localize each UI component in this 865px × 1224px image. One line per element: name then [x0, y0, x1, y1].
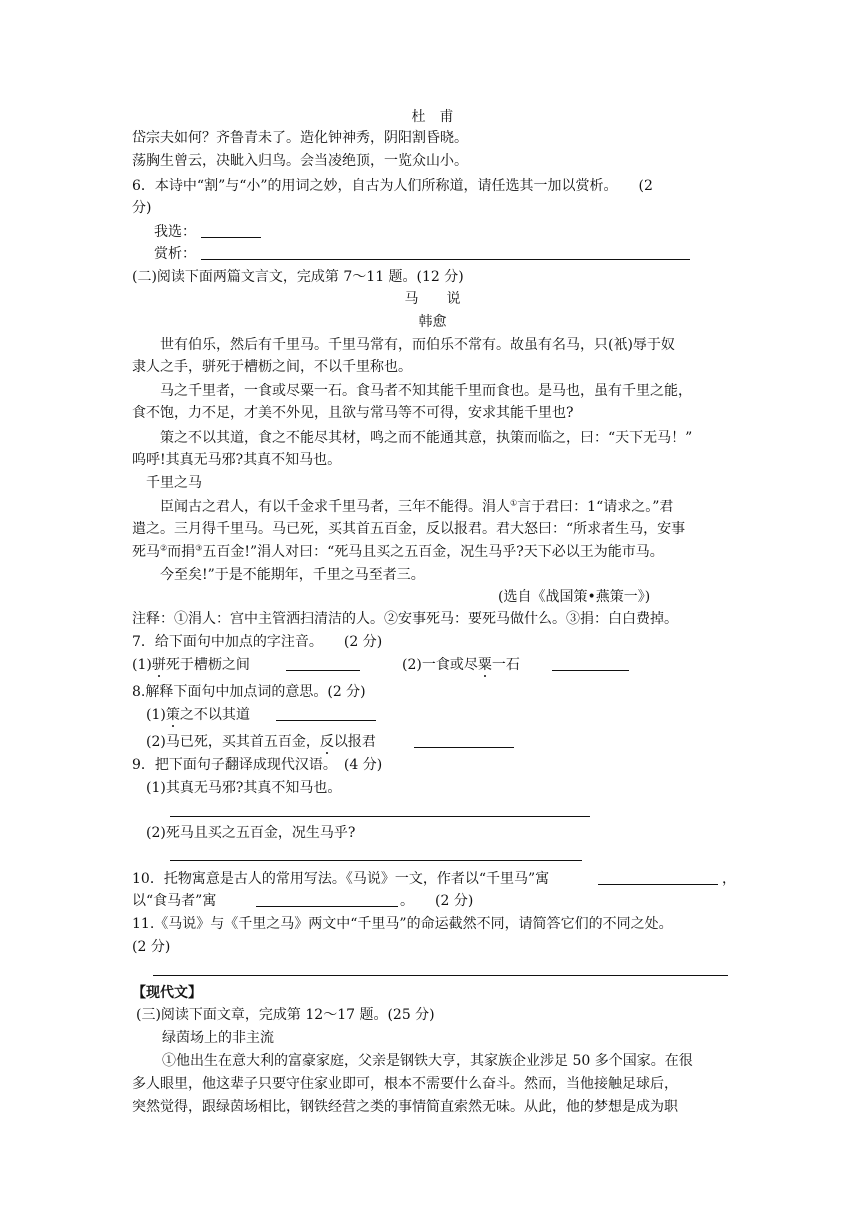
question-8-blank-2[interactable] [414, 747, 514, 748]
question-7-item-1: (1)骈死于槽枥之间 [132, 657, 250, 673]
question-9-blank-2[interactable] [170, 860, 582, 861]
question-11-blank[interactable] [153, 975, 728, 976]
modern-section-label: 【现代文】 [132, 985, 202, 1001]
question-9-item-2: (2)死马且买之五百金，况生马乎? [146, 825, 356, 841]
question-8-item-1: (1)策之不以其道 [146, 707, 250, 723]
question-6-text-cont: 分) [132, 200, 152, 216]
question-8-text: 8.解释下面句中加点词的意思。(2 分) [132, 684, 366, 700]
question-7-text: 7．给下面句中加点的字注音。 (2 分) [132, 634, 383, 650]
question-7-blank-1[interactable] [286, 670, 360, 671]
article-para-1c: 突然觉得，跟绿茵场相比，钢铁经营之类的事情简直索然无味。从此，他的梦想是成为职 [132, 1099, 678, 1115]
question-10-line-2-end: 。 (2 分) [400, 893, 474, 909]
text-1-para-2b: 食不饱，力不足，才美不外见，且欲与常马等不可得，安求其能千里也? [132, 405, 574, 421]
text-1-author: 韩愈 [418, 314, 447, 330]
question-6-choose-label: 我选： [154, 224, 196, 240]
text-1-title: 马 说 [404, 291, 461, 307]
question-10-line-2: 以“食马者”寓 [132, 893, 217, 909]
article-para-1a: ①他出生在意大利的富豪家庭，父亲是钢铁大亨，其家族企业涉足 50 多个国家。在很 [162, 1053, 693, 1069]
text-2-para-2: 今至矣!”于是不能期年，千里之马至者三。 [160, 567, 425, 583]
question-11-line-1: 11.《马说》与《千里之马》两文中“千里马”的命运截然不同，请简答它们的不同之处。 [132, 916, 673, 932]
text-2-source: (选自《战国策•燕策一》) [498, 589, 651, 605]
question-7-blank-2[interactable] [552, 670, 629, 671]
question-8-blank-1[interactable] [276, 720, 376, 721]
poem-line-1: 岱宗夫如何？齐鲁青未了。造化钟神秀，阴阳割昏晓。 [132, 130, 468, 146]
question-11-line-2: (2 分) [132, 939, 171, 955]
poem-line-2: 荡胸生曾云，决眦入归鸟。会当凌绝顶，一览众山小。 [132, 153, 468, 169]
text-1-para-1b: 隶人之手，骈死于槽枥之间，不以千里称也。 [132, 359, 412, 375]
text-2-para-1a: 臣闻古之君人，有以千金求千里马者，三年不能得。涓人①言于君曰：1“请求之。”君 [160, 498, 674, 515]
question-9-text: 9．把下面句子翻译成现代汉语。 (4 分) [132, 757, 383, 773]
question-10-blank-2[interactable] [256, 906, 398, 907]
text-2-notes: 注释：①涓人：宫中主管洒扫清洁的人。②安事死马：要死马做什么。③捐：白白费掉。 [132, 611, 678, 627]
text-1-para-3a: 策之不以其道，食之不能尽其材，鸣之而不能通其意，执策而临之，曰：“天下无马！” [160, 430, 693, 446]
question-6-choose-blank[interactable] [201, 237, 261, 238]
text-1-para-1a: 世有伯乐，然后有千里马。千里马常有，而伯乐不常有。故虽有名马，只(衹)辱于奴 [160, 337, 675, 353]
question-10-comma: ， [722, 871, 736, 887]
text-1-para-3b: 呜呼!其真无马邪?其真不知马也。 [132, 452, 342, 468]
question-10-blank-1[interactable] [598, 884, 718, 885]
question-9-blank-1[interactable] [170, 816, 590, 817]
question-6-analysis-blank[interactable] [201, 259, 690, 260]
text-1-para-2a: 马之千里者，一食或尽粟一石。食马者不知其能千里而食也。是马也，虽有千里之能， [160, 383, 692, 399]
text-2-para-1b: 遣之。三月得千里马。马已死，买其首五百金，反以报君。君大怒曰：“所求者生马，安事 [132, 521, 686, 537]
question-7-item-2: (2)一食或尽粟一石 [402, 657, 520, 673]
section-2-heading: (二)阅读下面两篇文言文，完成第 7～11 题。(12 分) [132, 269, 464, 285]
article-para-1b: 多人眼里，他这辈子只要守住家业即可，根本不需要什么奋斗。然而，当他接触足球后， [132, 1076, 678, 1092]
text-2-title: 千里之马 [146, 475, 202, 491]
text-2-para-1c: 死马②而捐③五百金!”涓人对曰：“死马且买之五百金，况生马乎?天下必以王为能市马。 [132, 543, 664, 560]
question-6-analysis-label: 赏析： [154, 246, 196, 262]
question-9-item-1: (1)其真无马邪?其真不知马也。 [146, 780, 342, 796]
article-title: 绿茵场上的非主流 [162, 1030, 274, 1046]
poem-author: 杜 甫 [411, 109, 454, 125]
section-3-heading: (三)阅读下面文章，完成第 12～17 题。(25 分) [136, 1007, 435, 1023]
question-8-item-2: (2)马已死，买其首五百金，反以报君 [146, 734, 376, 750]
question-10-line-1: 10．托物寓意是古人的常用写法。《马说》一文，作者以“千里马”寓 [132, 871, 550, 887]
question-6-text: 6．本诗中“割”与“小”的用词之妙，自古为人们所称道，请任选其一加以赏析。 (2 [132, 178, 653, 194]
